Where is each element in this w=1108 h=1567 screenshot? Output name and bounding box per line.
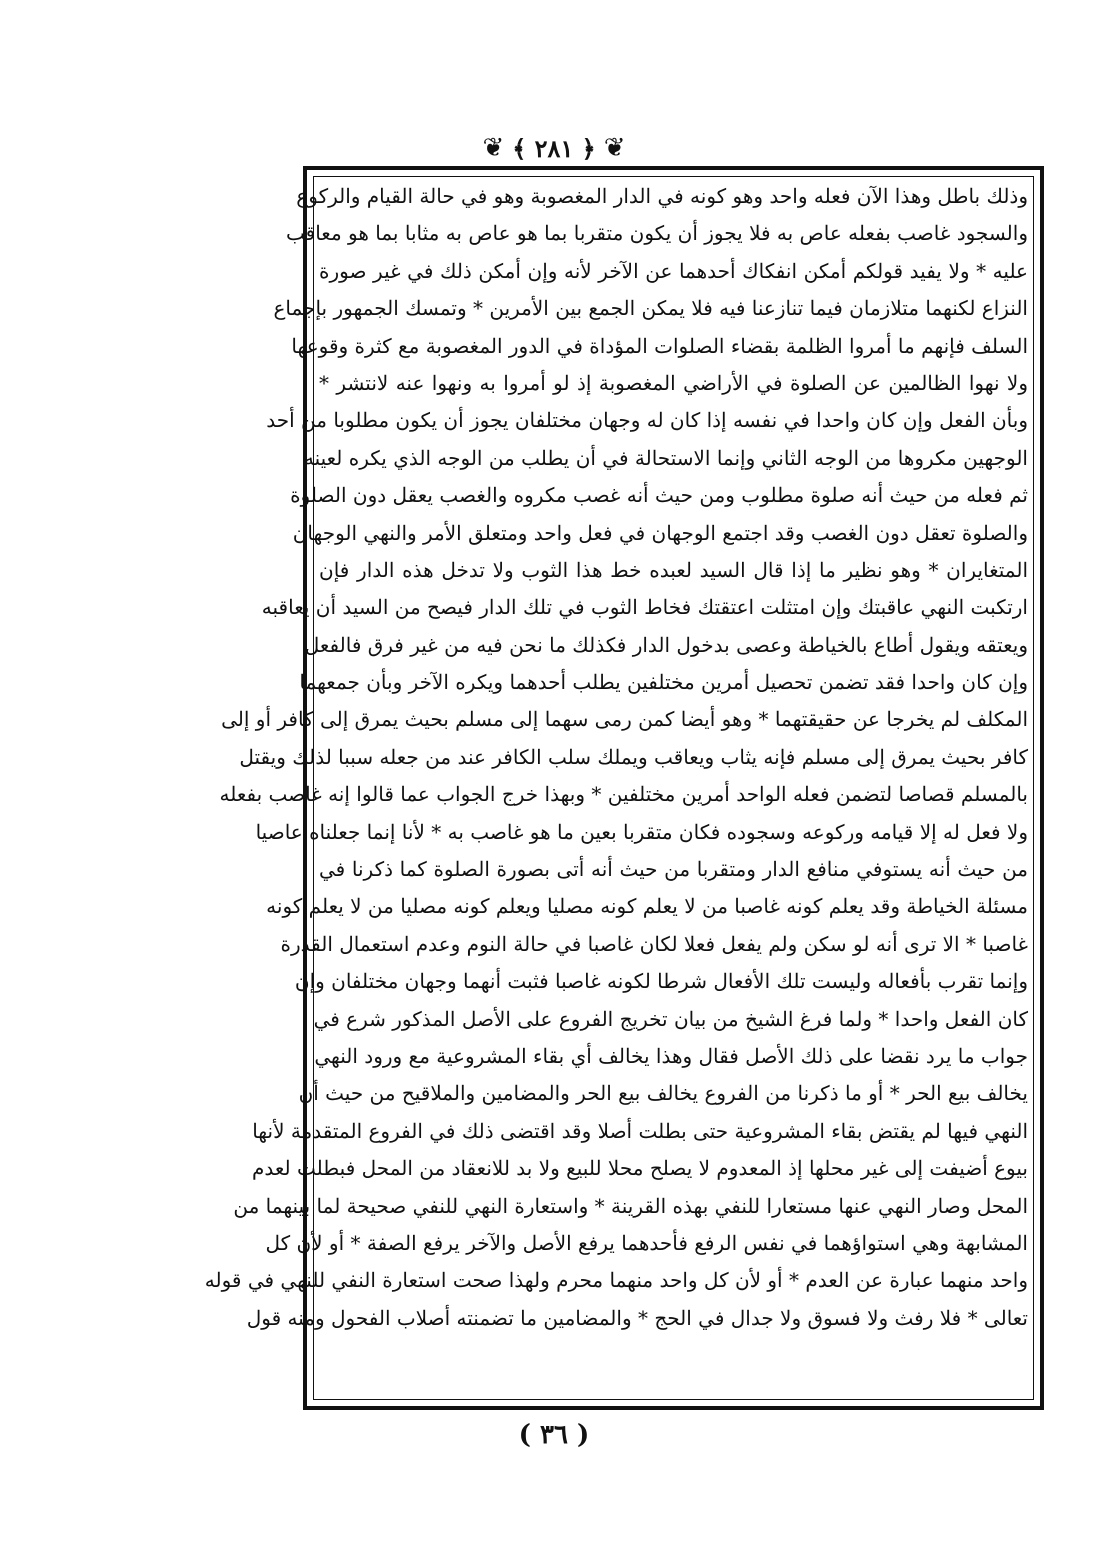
text-line: ارتكبت النهي عاقبتك وإن امتثلت اعتقتك فخاط الثوب في تلك الدار فيصح من السيد أن يعاقبه xyxy=(261,595,1028,620)
text-line: ولا فعل له إلا قيامه وركوعه وسجوده فكان متقربا بعين ما هو غاصب به * لأنا إنما جعلناه عاصيا xyxy=(255,819,1028,844)
text-line: وإنما تقرب بأفعاله وليست تلك الأفعال شرطا لكونه غاصبا فثبت أنهما وجهان مختلفان وإن xyxy=(294,969,1028,994)
text-line: الوجهين مكروها من الوجه الثاني وإنما الاستحالة في أن يطلب من الوجه الذي يكره لعينه xyxy=(303,445,1028,470)
text-line: المتغايران * وهو نظير ما إذا قال السيد لعبده خط هذا الثوب ولا تدخل هذه الدار فإن xyxy=(319,557,1028,582)
text-line: مسئلة الخياطة وقد يعلم كونه غاصبا من لا يعلم كونه مصليا ويعلم كونه مصليا من لا يعلم كونه xyxy=(266,894,1028,919)
text-line: بيوع أضيفت إلى غير محلها إذ المعدوم لا يصلح محلا للبيع ولا بد للانعقاد من المحل فبطلت لعدم xyxy=(252,1156,1028,1181)
text-frame xyxy=(204,166,1044,1410)
text-line: يخالف بيع الحر * أو ما ذكرنا من الفروع يخالف بيع الحر والمضامين والملاقيح من حيث أن xyxy=(298,1081,1028,1106)
page-number-top: ﴿ ٢٨١ ﴾ xyxy=(512,133,596,163)
ornament-right-icon: ❦ xyxy=(603,133,626,163)
text-line: المكلف لم يخرجا عن حقيقتهما * وهو أيضا كمن رمى سهما إلى مسلم بحيث يمرق إلى كافر أو إلى xyxy=(221,707,1028,732)
text-line: عليه * ولا يفيد قولكم أمكن انفكاك أحدهما عن الآخر لأنه وإن أمكن ذلك في غير صورة xyxy=(319,258,1028,283)
text-line: وذلك باطل وهذا الآن فعله واحد وهو كونه في الدار المغصوبة وهو في حالة القيام والركوع xyxy=(296,184,1028,208)
text-line: وبأن الفعل وإن كان واحدا في نفسه إذا كان له وجهان مختلفان يجوز أن يكون مطلوبا من أحد xyxy=(266,408,1028,433)
text-line: واحد منهما عبارة عن العدم * أو لأن كل واحد منهما محرم ولهذا صحت استعارة النفي للنهي في قوله xyxy=(204,1268,1028,1293)
text-line: تعالى * فلا رفث ولا فسوق ولا جدال في الحج * والمضامين ما تضمنته أصلاب الفحول ومنه قول xyxy=(246,1305,1028,1330)
ornament-left-icon: ❦ xyxy=(482,133,505,163)
text-line: والصلوة تعقل دون الغصب وقد اجتمع الوجهان في فعل واحد ومتعلق الأمر والنهي الوجهان xyxy=(292,520,1028,545)
text-line: جواب ما يرد نقضا على ذلك الأصل فقال وهذا يخالف أي بقاء المشروعية مع ورود النهي xyxy=(314,1043,1028,1068)
page-header xyxy=(0,128,1108,168)
text-line: من حيث أنه يستوفي منافع الدار ومتقربا من حيث أنه أتى بصورة الصلوة كما ذكرنا في xyxy=(319,857,1028,882)
page-footer xyxy=(0,1413,1108,1457)
text-line: ويعتقه ويقول أطاع بالخياطة وعصى بدخول الدار فكذلك ما نحن فيه من غير فرق فالفعل xyxy=(304,632,1028,657)
text-line: كان الفعل واحدا * ولما فرغ الشيخ من بيان تخريج الفروع على الأصل المذكور شرع في xyxy=(313,1006,1028,1031)
text-line: المحل وصار النهي عنها مستعارا للنفي بهذه القرينة * واستعارة النهي للنفي صحيحة لما بينهما من xyxy=(233,1193,1028,1218)
text-line: والسجود غاصب بفعله عاص به فلا يجوز أن يكون متقربا بما هو عاص به مثابا بما هو معاقب xyxy=(286,221,1028,246)
text-line: غاصبا * الا ترى أنه لو سكن ولم يفعل فعلا لكان غاصبا في حالة النوم وعدم استعمال القدرة xyxy=(280,931,1028,956)
body-text xyxy=(204,178,1028,1398)
text-line: بالمسلم قصاصا لتضمن فعله الواحد أمرين مختلفين * وبهذا خرج الجواب عما قالوا إنه غاصب بفعله xyxy=(219,782,1028,807)
text-line: السلف فإنهم ما أمروا الظلمة بقضاء الصلوات المؤداة في الدور المغصوبة مع كثرة وقوعها xyxy=(291,333,1028,358)
text-line: النهي فيها لم يقتض بقاء المشروعية حتى بطلت أصلا وقد اقتضى ذلك في الفروع المتقدمة لأنها xyxy=(252,1118,1028,1143)
text-line: ولا نهوا الظالمين عن الصلوة في الأراضي المغصوبة إذ لو أمروا به ونهوا عنه لانتشر * xyxy=(319,370,1028,395)
text-line: النزاع لكنهما متلازمان فيما تنازعنا فيه فلا يمكن الجمع بين الأمرين * وتمسك الجمهور بإجماع xyxy=(273,296,1028,321)
text-line: كافر بحيث يمرق إلى مسلم فإنه يثاب ويعاقب ويملك سلب الكافر عند من جعله سببا لذلك ويقتل xyxy=(239,744,1028,769)
text-line: المشابهة وهي استواؤهما في نفس الرفع فأحدهما يرفع الأصل والآخر يرفع الصفة * أو لأن كل xyxy=(265,1230,1028,1255)
page-number-bottom: ( ٣٦ ) xyxy=(518,1420,590,1450)
text-line: ثم فعله من حيث أنه صلوة مطلوب ومن حيث أنه غصب مكروه والغصب يعقل دون الصلوة xyxy=(290,483,1028,508)
text-line: وإن كان واحدا فقد تضمن تحصيل أمرين مختلفين يطلب أحدهما ويكره الآخر وبأن جمعهما xyxy=(299,670,1028,695)
